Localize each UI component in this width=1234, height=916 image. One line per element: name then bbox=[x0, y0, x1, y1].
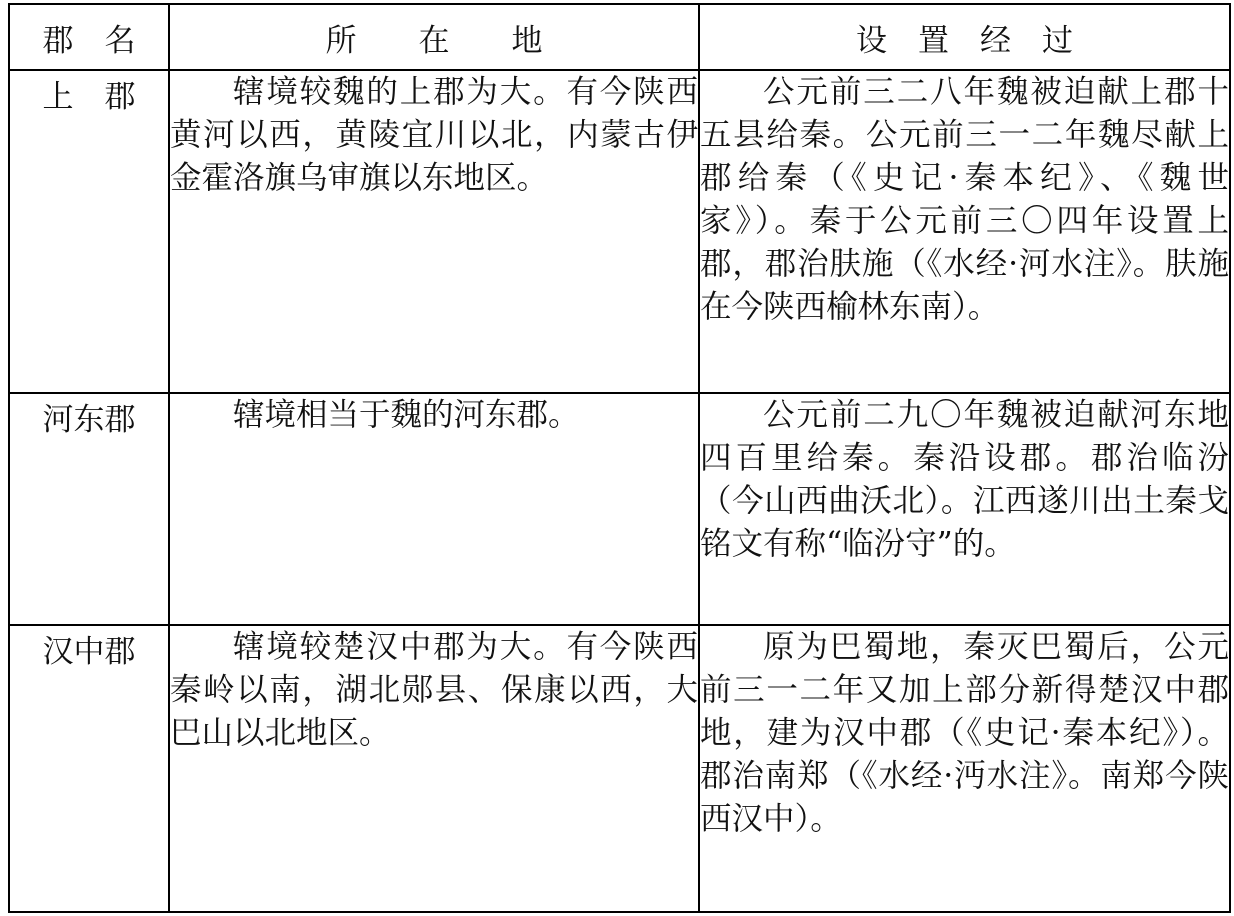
table-row bbox=[9, 625, 1230, 912]
commandery-name: 上 郡 bbox=[9, 70, 169, 393]
history-cell: 原为巴蜀地，秦灭巴蜀后，公元前三一二年又加上部分新得楚汉中郡地，建为汉中郡（《史记·秦本纪》）。郡治南郑（《水经·沔水注》。南郑今陕西汉中）。 bbox=[699, 625, 1230, 912]
commandery-table bbox=[8, 3, 1231, 913]
history-cell: 公元前三二八年魏被迫献上郡十五县给秦。公元前三一二年魏尽献上郡给秦（《史记·秦本纪》、《魏世家》）。秦于公元前三〇四年设置上郡，郡治肤施（《水经·河水注》。肤施在今陕西榆林东南）。 bbox=[699, 70, 1230, 393]
header-location: 所 在 地 bbox=[169, 4, 699, 70]
header-history: 设 置 经 过 bbox=[699, 4, 1230, 70]
header-name: 郡 名 bbox=[9, 4, 169, 70]
commandery-name: 汉中郡 bbox=[9, 625, 169, 912]
location-cell: 辖境较魏的上郡为大。有今陕西黄河以西，黄陵宜川以北，内蒙古伊金霍洛旗乌审旗以东地区。 bbox=[169, 70, 699, 393]
table-row bbox=[9, 393, 1230, 626]
commandery-name: 河东郡 bbox=[9, 393, 169, 626]
history-cell: 公元前二九〇年魏被迫献河东地四百里给秦。秦沿设郡。郡治临汾（今山西曲沃北）。江西遂川出土秦戈铭文有称“临汾守”的。 bbox=[699, 393, 1230, 626]
table-row bbox=[9, 70, 1230, 393]
header-row bbox=[9, 4, 1230, 70]
location-cell: 辖境较楚汉中郡为大。有今陕西秦岭以南，湖北郧县、保康以西，大巴山以北地区。 bbox=[169, 625, 699, 912]
location-cell: 辖境相当于魏的河东郡。 bbox=[169, 393, 699, 626]
